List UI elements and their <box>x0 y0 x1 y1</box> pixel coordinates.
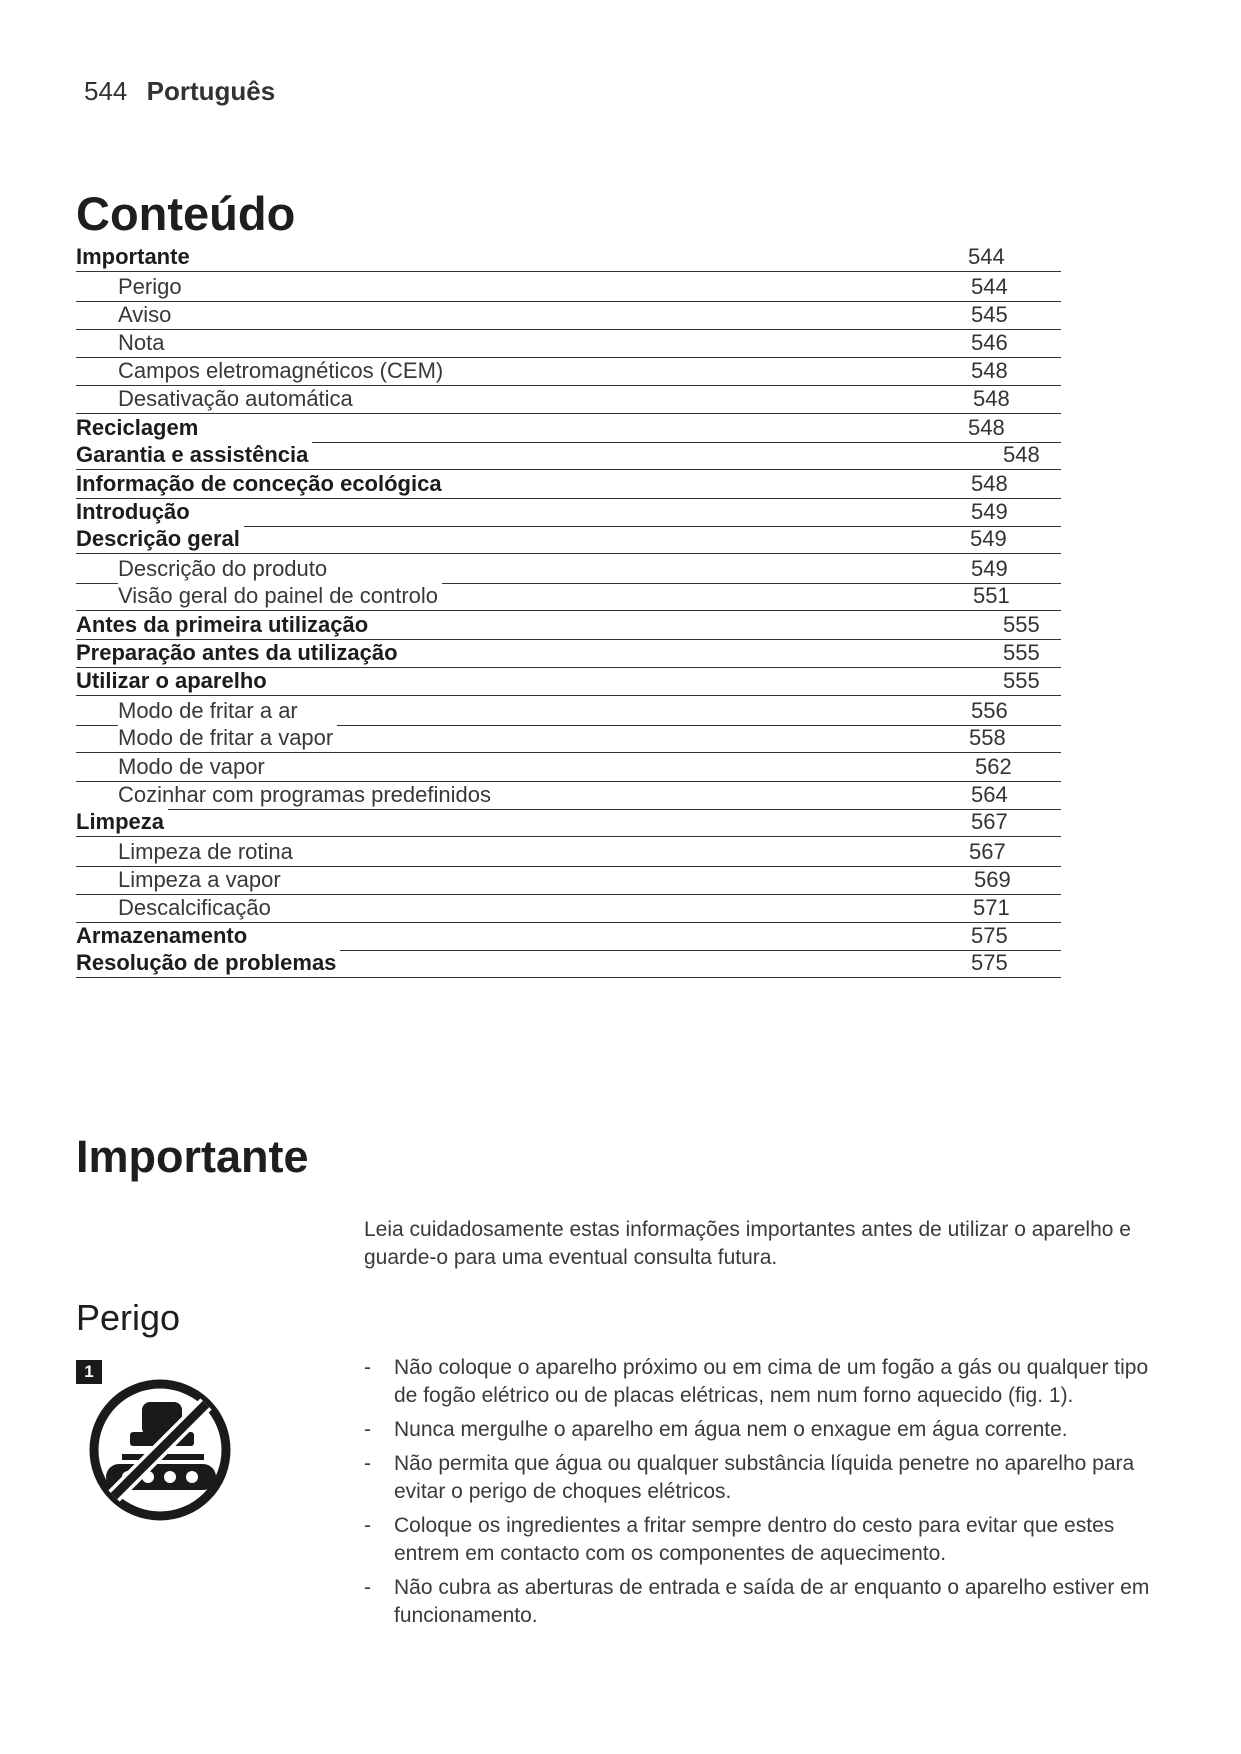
toc-entry-label: Introdução <box>76 499 194 525</box>
toc-leader-line <box>76 413 1061 414</box>
toc-entry-label: Descrição geral <box>76 526 244 552</box>
list-item-text: Coloque os ingredientes a fritar sempre dentro do cesto para evitar que estes entrem em contacto com os componentes de aquecimento. <box>394 1514 1115 1565</box>
table-of-contents <box>76 244 1163 1092</box>
toc-entry-page: 558 <box>969 725 1006 750</box>
no-appliance-on-stove-icon <box>82 1366 238 1522</box>
list-item-text: Nunca mergulhe o aparelho em água nem o enxague em água corrente. <box>394 1418 1068 1441</box>
toc-entry[interactable] <box>76 784 1163 814</box>
list-item <box>364 1450 1164 1506</box>
toc-entry-page: 567 <box>971 809 1008 834</box>
toc-leader-line <box>76 271 1061 272</box>
toc-leader-line <box>76 695 1061 696</box>
toc-entry-page: 571 <box>973 895 1010 920</box>
toc-entry-label: Descalcificação <box>118 895 275 921</box>
toc-entry-page: 555 <box>1003 612 1040 637</box>
toc-entry-page: 548 <box>971 358 1008 383</box>
toc-leader-line <box>76 836 1061 837</box>
toc-entry[interactable] <box>76 304 1163 334</box>
toc-entry-page: 555 <box>1003 640 1040 665</box>
toc-entry-label: Cozinhar com programas predefinidos <box>118 782 495 808</box>
list-item-text: Não coloque o aparelho próximo ou em cima de um fogão a gás ou qualquer tipo de fogão elétrico ou de placas elétricas, nem num forno aquecido (fig. 1). <box>394 1356 1149 1407</box>
toc-entry-label: Modo de fritar a ar <box>118 698 302 724</box>
toc-entry[interactable] <box>76 444 1163 474</box>
toc-entry-page: 549 <box>971 556 1008 581</box>
toc-entry[interactable] <box>76 952 1163 982</box>
toc-entry-page: 567 <box>969 839 1006 864</box>
toc-entry[interactable] <box>76 246 1163 276</box>
toc-entry-page: 548 <box>973 386 1010 411</box>
toc-leader-line <box>76 301 1061 302</box>
list-item-text: Não permita que água ou qualquer substância líquida penetre no aparelho para evitar o perigo de choques elétricos. <box>394 1452 1135 1503</box>
toc-entry-label: Nota <box>118 330 168 356</box>
toc-entry-page: 575 <box>971 950 1008 975</box>
list-item <box>364 1512 1164 1568</box>
toc-entry-label: Limpeza de rotina <box>118 839 297 865</box>
toc-entry-page: 548 <box>968 415 1005 440</box>
toc-leader-line <box>76 469 1061 470</box>
toc-entry-label: Desativação automática <box>118 386 357 412</box>
bullet-dash: - <box>364 1452 371 1475</box>
toc-entry-page: 549 <box>971 499 1008 524</box>
toc-entry-label: Perigo <box>118 274 186 300</box>
important-intro: Leia cuidadosamente estas informações importantes antes de utilizar o aparelho e guarde-o para uma eventual consulta futura. <box>364 1218 1131 1269</box>
toc-entry-page: 544 <box>968 244 1005 269</box>
toc-entry-page: 551 <box>973 583 1010 608</box>
page-language: Português <box>146 76 276 106</box>
toc-entry-page: 544 <box>971 274 1008 299</box>
toc-leader-line <box>76 610 1061 611</box>
toc-entry[interactable] <box>76 388 1163 418</box>
toc-entry-label: Limpeza a vapor <box>118 867 285 893</box>
toc-entry-label: Campos eletromagnéticos (CEM) <box>118 358 447 384</box>
list-item <box>364 1354 1164 1410</box>
toc-entry[interactable] <box>76 727 1163 757</box>
toc-entry-page: 575 <box>971 923 1008 948</box>
toc-entry-label: Visão geral do painel de controlo <box>118 583 442 609</box>
toc-entry[interactable] <box>76 528 1163 558</box>
bullet-dash: - <box>364 1418 371 1441</box>
toc-entry-label: Descrição do produto <box>118 556 331 582</box>
toc-entry[interactable] <box>76 811 1163 841</box>
list-item <box>364 1574 1164 1630</box>
toc-leader-line <box>76 329 1061 330</box>
toc-leader-line <box>76 977 1061 978</box>
list-item-text: Não cubra as aberturas de entrada e saída de ar enquanto o aparelho estiver em funcionamento. <box>394 1576 1150 1627</box>
toc-entry[interactable] <box>76 473 1163 503</box>
toc-entry-label: Utilizar o aparelho <box>76 668 271 694</box>
bullet-dash: - <box>364 1576 371 1599</box>
page-number: 544 <box>84 76 128 106</box>
toc-entry-page: 548 <box>1003 442 1040 467</box>
toc-entry-page: 545 <box>971 302 1008 327</box>
danger-heading: Perigo <box>76 1297 181 1338</box>
toc-entry-label: Antes da primeira utilização <box>76 612 372 638</box>
toc-entry-label: Garantia e assistência <box>76 442 312 468</box>
toc-entry-label: Modo de vapor <box>118 754 269 780</box>
page-header <box>84 76 275 106</box>
figure-number-badge: 1 <box>76 1360 102 1384</box>
toc-entry-page: 564 <box>971 782 1008 807</box>
contents-title: Conteúdo <box>76 187 296 240</box>
toc-entry-label: Aviso <box>118 302 175 328</box>
toc-entry[interactable] <box>76 276 1163 306</box>
toc-leader-line <box>76 809 1061 810</box>
toc-entry-label: Limpeza <box>76 809 168 835</box>
toc-entry-page: 549 <box>970 526 1007 551</box>
toc-entry-page: 562 <box>975 754 1012 779</box>
toc-leader-line <box>76 752 1061 753</box>
toc-entry[interactable] <box>76 670 1163 700</box>
toc-entry-label: Informação de conceção ecológica <box>76 471 446 497</box>
toc-leader-line <box>76 553 1061 554</box>
toc-entry-page: 555 <box>1003 668 1040 693</box>
toc-entry-page: 548 <box>971 471 1008 496</box>
toc-leader-line <box>76 498 1061 499</box>
figure-1 <box>76 1360 246 1520</box>
toc-entry-page: 546 <box>971 330 1008 355</box>
toc-entry-label: Armazenamento <box>76 923 251 949</box>
toc-entry-page: 569 <box>974 867 1011 892</box>
toc-entry[interactable] <box>76 585 1163 615</box>
toc-entry-label: Importante <box>76 244 194 270</box>
toc-entry-page: 556 <box>971 698 1008 723</box>
important-heading: Importante <box>76 1131 309 1182</box>
toc-entry-label: Reciclagem <box>76 415 202 441</box>
bullet-dash: - <box>364 1514 371 1537</box>
toc-entry-label: Preparação antes da utilização <box>76 640 402 666</box>
toc-entry-label: Modo de fritar a vapor <box>118 725 337 751</box>
toc-entry-label: Resolução de problemas <box>76 950 340 976</box>
bullet-dash: - <box>364 1356 371 1379</box>
list-item <box>364 1416 1164 1444</box>
danger-list <box>364 1354 1164 1636</box>
